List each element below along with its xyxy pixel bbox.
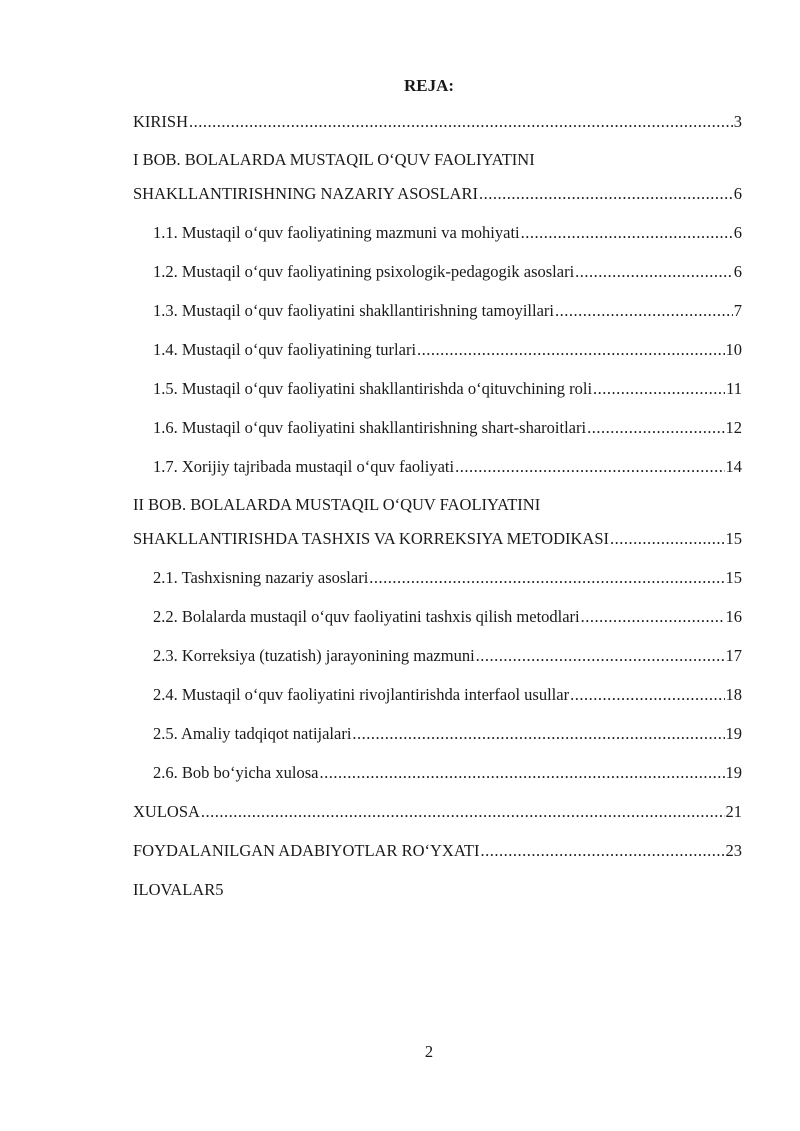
toc-entry-text: KIRISH xyxy=(133,112,189,131)
toc-leader-dots xyxy=(455,457,724,477)
toc-page-number: 16 xyxy=(725,607,742,626)
toc-page-number: 18 xyxy=(725,685,742,704)
toc-chapter-2-heading[interactable]: II BOB. BOLALARDA MUSTAQIL O‘QUV FAOLIYATINI xyxy=(133,495,541,514)
toc-entry-text: XULOSA xyxy=(133,802,200,821)
toc-entry-text: SHAKLLANTIRISHNING NAZARIY ASOSLARI xyxy=(133,184,478,203)
toc-page-number: 21 xyxy=(725,802,742,821)
toc-entry-adabiyotlar[interactable] xyxy=(133,841,742,861)
toc-entry-text: 2.5. Amaliy tadqiqot natijalari xyxy=(153,724,352,743)
toc-page-number: 15 xyxy=(725,568,742,587)
toc-title: REJA: xyxy=(403,76,455,95)
toc-leader-dots xyxy=(369,568,724,588)
toc-leader-dots xyxy=(417,340,724,360)
toc-entry-text: 1.4. Mustaqil o‘quv faoliyatining turlari xyxy=(153,340,417,359)
toc-leader-dots xyxy=(319,763,724,783)
toc-page-number: 19 xyxy=(725,763,742,782)
toc-leader-dots xyxy=(555,301,733,321)
toc-entry-2-2[interactable] xyxy=(153,607,742,627)
toc-entry-text: 1.3. Mustaqil o‘quv faoliyatini shakllantirishning tamoyillari xyxy=(153,301,554,320)
toc-page-number: 12 xyxy=(725,418,742,437)
page-number: 2 xyxy=(424,1042,434,1061)
toc-entry-1-6[interactable] xyxy=(153,418,742,438)
toc-page-number: 6 xyxy=(733,262,742,281)
toc-entry-1-5[interactable] xyxy=(153,379,742,399)
toc-leader-dots xyxy=(570,685,724,705)
toc-leader-dots xyxy=(201,802,725,822)
toc-entry-text: 1.6. Mustaqil o‘quv faoliyatini shakllantirishning shart-sharoitlari xyxy=(153,418,587,437)
toc-leader-dots xyxy=(479,184,733,204)
toc-entry-text: 2.4. Mustaqil o‘quv faoliyatini rivojlantirishda interfaol usullar xyxy=(153,685,570,704)
toc-entry-2-6[interactable] xyxy=(153,763,742,783)
toc-leader-dots xyxy=(581,607,725,627)
toc-leader-dots xyxy=(593,379,725,399)
toc-page-number: 10 xyxy=(725,340,742,359)
toc-page-number: 15 xyxy=(725,529,742,548)
toc-entry-chapter-1[interactable] xyxy=(133,184,742,204)
toc-page-number: 3 xyxy=(733,112,742,131)
toc-leader-dots xyxy=(352,724,724,744)
toc-page-number: 17 xyxy=(725,646,742,665)
toc-entry-text: FOYDALANILGAN ADABIYOTLAR RO‘YXATI xyxy=(133,841,480,860)
toc-entry-2-3[interactable] xyxy=(153,646,742,666)
toc-entry-xulosa[interactable] xyxy=(133,802,742,822)
toc-entry-text: 1.7. Xorijiy tajribada mustaqil o‘quv faoliyati xyxy=(153,457,455,476)
toc-entry-1-2[interactable] xyxy=(153,262,742,282)
toc-entry-2-1[interactable] xyxy=(153,568,742,588)
toc-leader-dots xyxy=(610,529,724,549)
toc-entry-text: 2.3. Korreksiya (tuzatish) jarayonining mazmuni xyxy=(153,646,475,665)
toc-page-number: 23 xyxy=(725,841,742,860)
toc-leader-dots xyxy=(587,418,724,438)
toc-page-number: 7 xyxy=(733,301,742,320)
toc-entry-ilovalar[interactable]: ILOVALAR5 xyxy=(133,880,224,899)
toc-page-number: 6 xyxy=(733,184,742,203)
toc-entry-1-4[interactable] xyxy=(153,340,742,360)
toc-entry-2-5[interactable] xyxy=(153,724,742,744)
toc-leader-dots xyxy=(189,112,733,132)
toc-entry-kirish[interactable] xyxy=(133,112,742,132)
toc-leader-dots xyxy=(575,262,733,282)
toc-entry-text: 2.2. Bolalarda mustaqil o‘quv faoliyatini tashxis qilish metodlari xyxy=(153,607,580,626)
toc-entry-1-1[interactable] xyxy=(153,223,742,243)
toc-entry-text: 1.1. Mustaqil o‘quv faoliyatining mazmuni va mohiyati xyxy=(153,223,520,242)
toc-entry-1-3[interactable] xyxy=(153,301,742,321)
toc-entry-2-4[interactable] xyxy=(153,685,742,705)
toc-page-number: 14 xyxy=(725,457,742,476)
toc-page-number: 11 xyxy=(726,379,742,398)
toc-entry-text: 2.1. Tashxisning nazariy asoslari xyxy=(153,568,369,587)
toc-entry-text: SHAKLLANTIRISHDA TASHXIS VA KORREKSIYA METODIKASI xyxy=(133,529,610,548)
toc-page-number: 19 xyxy=(725,724,742,743)
toc-leader-dots xyxy=(480,841,724,861)
toc-entry-text: 2.6. Bob bo‘yicha xulosa xyxy=(153,763,319,782)
toc-page-number: 6 xyxy=(733,223,742,242)
toc-entry-chapter-2[interactable] xyxy=(133,529,742,549)
toc-entry-text: 1.5. Mustaqil o‘quv faoliyatini shakllantirishda o‘qituvchining roli xyxy=(153,379,593,398)
toc-entry-text: 1.2. Mustaqil o‘quv faoliyatining psixologik-pedagogik asoslari xyxy=(153,262,575,281)
toc-chapter-1-heading[interactable]: I BOB. BOLALARDA MUSTAQIL O‘QUV FAOLIYATINI xyxy=(133,150,535,169)
toc-leader-dots xyxy=(521,223,733,243)
toc-leader-dots xyxy=(476,646,725,666)
toc-entry-1-7[interactable] xyxy=(153,457,742,477)
